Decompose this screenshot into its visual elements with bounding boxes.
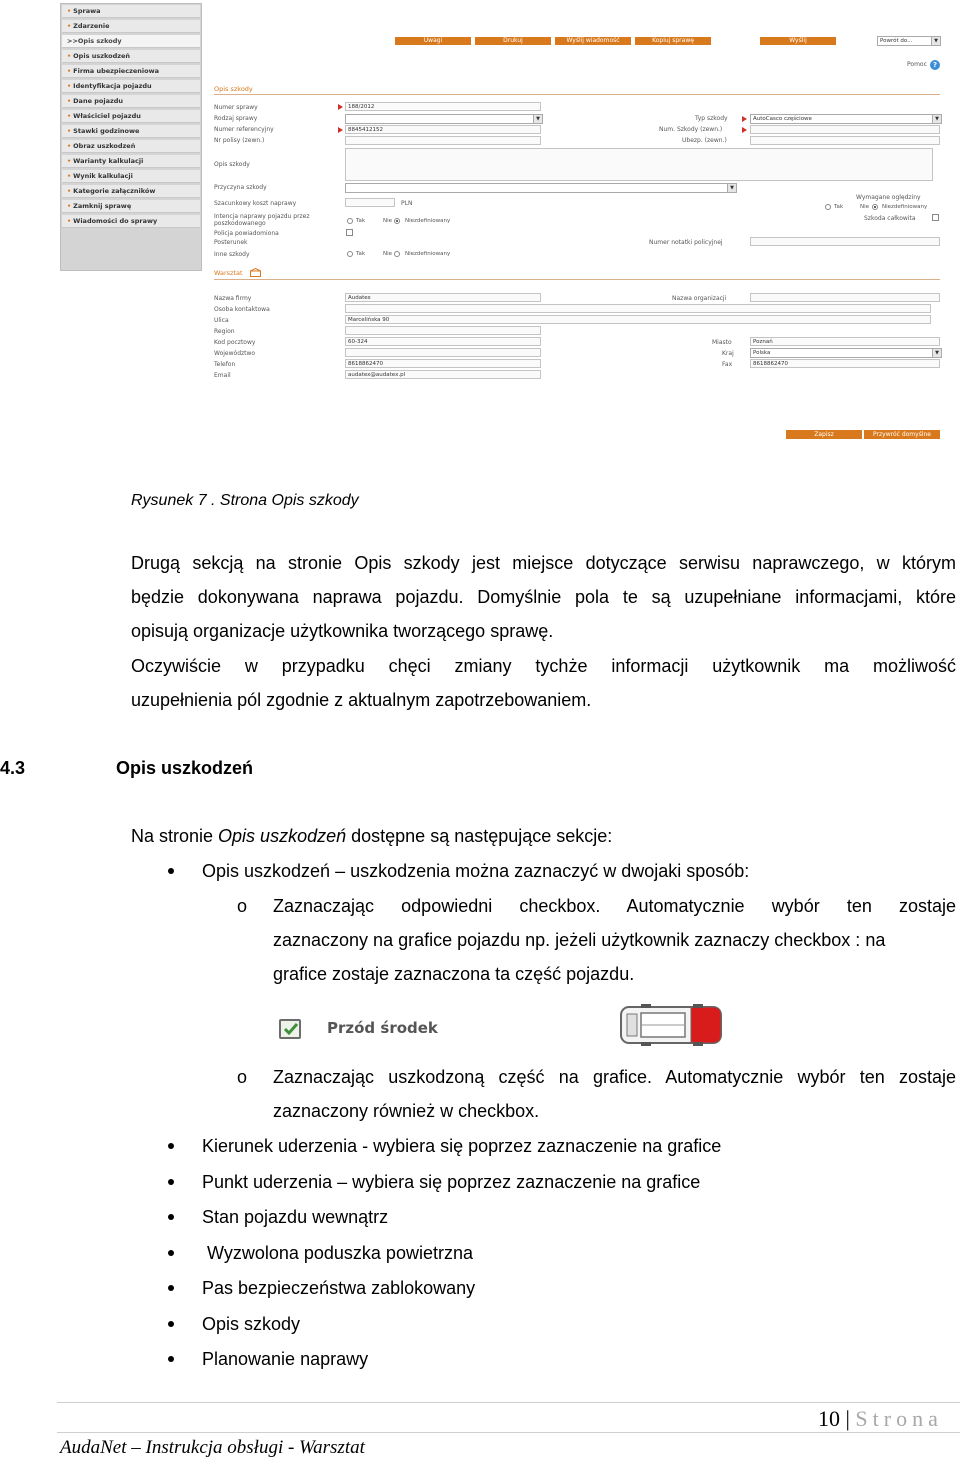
radio-label: Nie (860, 204, 870, 210)
page-number-value: 10 (818, 1406, 840, 1431)
wyslij-button[interactable]: Wyślij (760, 37, 836, 45)
inne-tak-radio[interactable] (347, 251, 353, 257)
chevron-down-icon: ▼ (932, 115, 941, 123)
label-rodzaj-sprawy: Rodzaj sprawy (214, 115, 258, 122)
label-numer-sprawy: Numer sprawy (214, 104, 258, 111)
radio-label: Niezdefiniowany (405, 251, 451, 257)
typ-szkody-select[interactable]: AutoCasco częściowe ▼ (750, 114, 942, 124)
chevron-down-icon: ▼ (932, 349, 941, 357)
radio-label: Tak (356, 218, 366, 224)
checkbox-label: Przód środek (327, 1019, 438, 1037)
sidebar-item-opis-szkody[interactable]: >>Opis szkody (62, 35, 200, 48)
radio-label: Tak (356, 251, 366, 257)
radio-label: Nie (383, 251, 393, 257)
paragraph-line: Drugą sekcją na stronie Opis szkody jest miejsce dotyczące serwisu naprawczego, w którym (131, 553, 956, 573)
przyczyna-select[interactable] (345, 183, 737, 193)
label-osoba-kontaktowa: Osoba kontaktowa (214, 306, 270, 313)
sidebar-item-identyfikacja[interactable]: • Identyfikacja pojazdu (62, 80, 200, 93)
label-numer-notatki: Numer notatki policyjnej (649, 239, 723, 246)
bullet-icon (168, 1356, 174, 1362)
intro-emphasis: Opis uszkodzeń (218, 826, 347, 846)
bullet-icon (168, 1250, 174, 1256)
sidebar-item-firma[interactable]: • Firma ubezpieczeniowa (62, 65, 200, 78)
sub-bullet-line: Zaznaczając uszkodzoną część na grafice. Automatycznie wybór ten zostaje (273, 1067, 956, 1087)
workshop-icon (250, 268, 261, 277)
footer-divider (57, 1432, 960, 1433)
label-ulica: Ulica (214, 317, 229, 324)
car-graphic-icon (619, 1004, 723, 1046)
label-nazwa-firmy: Nazwa firmy (214, 295, 252, 302)
szkoda-calkowita-checkbox[interactable] (932, 214, 939, 221)
bullet-icon (168, 1179, 174, 1185)
sub-bullet-line: grafice zostaje zaznaczona ta część pojazdu. (273, 964, 635, 984)
ogledziny-nie-radio[interactable] (872, 204, 878, 210)
label-opis-szkody: Opis szkody (214, 161, 250, 168)
num-szkody-field[interactable] (750, 125, 940, 134)
section-opis-szkody: Opis szkody (214, 85, 253, 93)
nr-polisy-field[interactable] (345, 136, 541, 145)
nazwa-firmy-field[interactable]: Audatex (345, 293, 541, 302)
application-screenshot (0, 0, 960, 445)
bullet-item: Opis uszkodzeń – uszkodzenia można zaznaczyć w dwojaki sposób: (202, 861, 750, 881)
email-field[interactable]: audatex@audatex.pl (345, 370, 541, 379)
wojewodztwo-field[interactable] (345, 348, 541, 357)
label-intencja: Intencja naprawy pojazdu przez poszkodowanego (214, 213, 310, 227)
check-icon (282, 1021, 300, 1037)
chevron-down-icon: ▼ (533, 115, 542, 123)
label-przyczyna: Przyczyna szkody (214, 184, 267, 191)
intro-pre: Na stronie (131, 826, 219, 846)
ogledziny-tak-radio[interactable] (825, 204, 831, 210)
numer-notatki-field[interactable] (750, 237, 940, 246)
figure-caption: Rysunek 7 . Strona Opis szkody (131, 492, 359, 509)
sidebar-item-zamknij[interactable]: • Zamknij sprawę (62, 200, 200, 213)
section-number: 4.3 (0, 758, 26, 778)
page-number (818, 1406, 943, 1432)
label-nazwa-organizacji: Nazwa organizacji (672, 295, 727, 302)
sidebar-item-kategorie[interactable]: • Kategorie załączników (62, 185, 200, 198)
label-region: Region (214, 328, 235, 335)
radio-label: Tak (834, 204, 844, 210)
sidebar-item-dane-pojazdu[interactable]: • Dane pojazdu (62, 95, 200, 108)
bullet-icon (168, 1285, 174, 1291)
sub-bullet-line: Zaznaczając odpowiedni checkbox. Automatycznie wybór ten zostaje (273, 896, 956, 916)
telefon-field[interactable]: 8618862470 (345, 359, 541, 368)
rodzaj-sprawy-select[interactable] (345, 114, 543, 124)
nazwa-organizacji-field[interactable] (750, 293, 940, 302)
bullet-icon (168, 868, 174, 874)
intro-post: dostępne są następujące sekcje: (346, 826, 613, 846)
policja-checkbox[interactable] (346, 229, 353, 236)
bullet-item: Wyzwolona poduszka powietrzna (202, 1243, 473, 1263)
kraj-select[interactable]: Polska ▼ (750, 348, 942, 358)
bullet-item: Punkt uderzenia – wybiera się poprzez zaznaczenie na grafice (202, 1172, 701, 1192)
fax-field[interactable]: 8618862470 (750, 359, 940, 368)
chevron-down-icon: ▼ (931, 37, 940, 45)
label-posterunek: Posterunek (214, 239, 248, 246)
help-label: Pomoc (907, 61, 927, 68)
paragraph-line: uzupełnienia pól zgodnie z aktualnym zapotrzebowaniem. (131, 690, 592, 710)
back-select[interactable]: Powrót do... ▼ (877, 36, 941, 46)
footer-divider (57, 1402, 960, 1403)
numer-sprawy-field[interactable]: 188/2012 (345, 102, 541, 111)
paragraph-line: opisują organizacje użytkownika tworzącego sprawę. (131, 621, 554, 641)
section-divider (214, 279, 940, 280)
required-marker (742, 127, 747, 133)
bullet-item: Stan pojazdu wewnątrz (202, 1207, 389, 1227)
label-kod-pocztowy: Kod pocztowy (214, 339, 256, 346)
radio-label: Niezdefiniowany (882, 204, 928, 210)
sidebar-item-wlasciciel[interactable]: • Właściciel pojazdu (62, 110, 200, 123)
koszt-naprawy-field[interactable] (345, 198, 395, 207)
label-inne-szkody: Inne szkody (214, 251, 250, 258)
region-field[interactable] (345, 326, 541, 335)
sidebar-item-zdarzenie[interactable]: • Zdarzenie (62, 20, 200, 33)
label-szkoda-calkowita: Szkoda całkowita (864, 215, 916, 222)
page-word: Strona (855, 1406, 943, 1431)
wyslij-wiadomosc-button[interactable]: Wyślij wiadomość (555, 37, 631, 45)
sidebar-item-wynik[interactable]: • Wynik kalkulacji (62, 170, 200, 183)
footer-text: AudaNet – Instrukcja obsługi - Warsztat (60, 1437, 365, 1458)
label-kraj: Kraj (722, 350, 734, 357)
numer-referencyjny-field[interactable]: 8845412152 (345, 125, 541, 134)
bullet-item: Pas bezpieczeństwa zablokowany (202, 1278, 476, 1298)
bullet-item: Planowanie naprawy (202, 1349, 369, 1369)
ubezp-field[interactable] (750, 136, 940, 145)
label-ubezp: Ubezp. (zewn.) (682, 137, 727, 144)
chevron-down-icon: ▼ (727, 184, 736, 192)
label-fax: Fax (722, 361, 733, 368)
drukuj-button[interactable]: Drukuj (475, 37, 551, 45)
sidebar-item-opis-uszkodzen[interactable]: • Opis uszkodzeń (62, 50, 200, 63)
kod-pocztowy-field[interactable]: 60-324 (345, 337, 541, 346)
opis-szkody-textarea[interactable] (345, 148, 933, 181)
bullet-item: Kierunek uderzenia - wybiera się poprzez zaznaczenie na grafice (202, 1136, 722, 1156)
paragraph-line: Oczywiście w przypadku chęci zmiany tychże informacji użytkownik ma możliwość (131, 656, 956, 676)
uwagi-button[interactable]: Uwagi (395, 37, 471, 45)
sidebar-item-stawki[interactable]: • Stawki godzinowe (62, 125, 200, 138)
paragraph-line: będzie dokonywana naprawa pojazdu. Domyślnie pola te są uzupełniane informacjami, które (131, 587, 956, 607)
label-num-szkody: Num. Szkody (zewn.) (659, 126, 723, 133)
label-numer-referencyjny: Numer referencyjny (214, 126, 274, 133)
label-email: Email (214, 372, 231, 379)
label-miasto: Miasto (712, 339, 732, 346)
zapisz-button[interactable]: Zapisz (786, 430, 862, 439)
label-wojewodztwo: Województwo (214, 350, 256, 357)
checked-checkbox-icon (279, 1019, 301, 1039)
sidebar-item-sprawa[interactable]: • Sprawa (62, 5, 200, 18)
required-marker (338, 127, 343, 133)
label-nr-polisy: Nr polisy (zewn.) (214, 137, 265, 144)
bullet-item: Opis szkody (202, 1314, 301, 1334)
section-divider (214, 94, 940, 95)
intencja-tak-radio[interactable] (347, 218, 353, 224)
label-wymagane-ogledziny: Wymagane oględziny (856, 194, 921, 201)
miasto-field[interactable]: Poznań (750, 337, 940, 346)
radio-label: Niezdefiniowany (405, 218, 451, 224)
circle-bullet-icon: o (237, 1067, 248, 1087)
ulica-field[interactable]: Marcelińska 90 (345, 315, 931, 324)
label-typ-szkody: Typ szkody (695, 115, 728, 122)
label-policja: Policja powiadomiona (214, 230, 279, 237)
sub-bullet-line: zaznaczony na grafice pojazdu np. jeżeli użytkownik zaznaczy checkbox : na (273, 930, 886, 950)
sidebar-item-obraz[interactable]: • Obraz uszkodzeń (62, 140, 200, 153)
page-separator: | (840, 1406, 856, 1431)
sidebar-item-wiadomosci[interactable]: • Wiadomości do sprawy (62, 215, 200, 228)
inne-nie-radio[interactable] (394, 251, 400, 257)
bullet-icon (168, 1321, 174, 1327)
section-warsztat: Warsztat (214, 269, 243, 277)
przywroc-domyslne-button[interactable]: Przywróć domyślne (864, 430, 940, 439)
bullet-icon (168, 1143, 174, 1149)
label-telefon: Telefon (214, 361, 236, 368)
currency-label: PLN (401, 200, 413, 207)
intro-text (131, 825, 612, 847)
section-heading: Opis uszkodzeń (116, 758, 254, 778)
required-marker (338, 104, 343, 110)
help-icon[interactable]: ? (930, 60, 940, 70)
label-szacunkowy-koszt: Szacunkowy koszt naprawy (214, 200, 297, 207)
bullet-icon (168, 1214, 174, 1220)
sidebar-item-warianty[interactable]: • Warianty kalkulacji (62, 155, 200, 168)
radio-label: Nie (383, 218, 393, 224)
required-marker (742, 116, 747, 122)
sub-bullet-line: zaznaczony również w checkbox. (273, 1101, 540, 1121)
osoba-kontaktowa-field[interactable] (345, 304, 931, 313)
kopiuj-sprawe-button[interactable]: Kopiuj sprawę (635, 37, 711, 45)
circle-bullet-icon: o (237, 896, 248, 916)
sidebar (60, 3, 202, 271)
